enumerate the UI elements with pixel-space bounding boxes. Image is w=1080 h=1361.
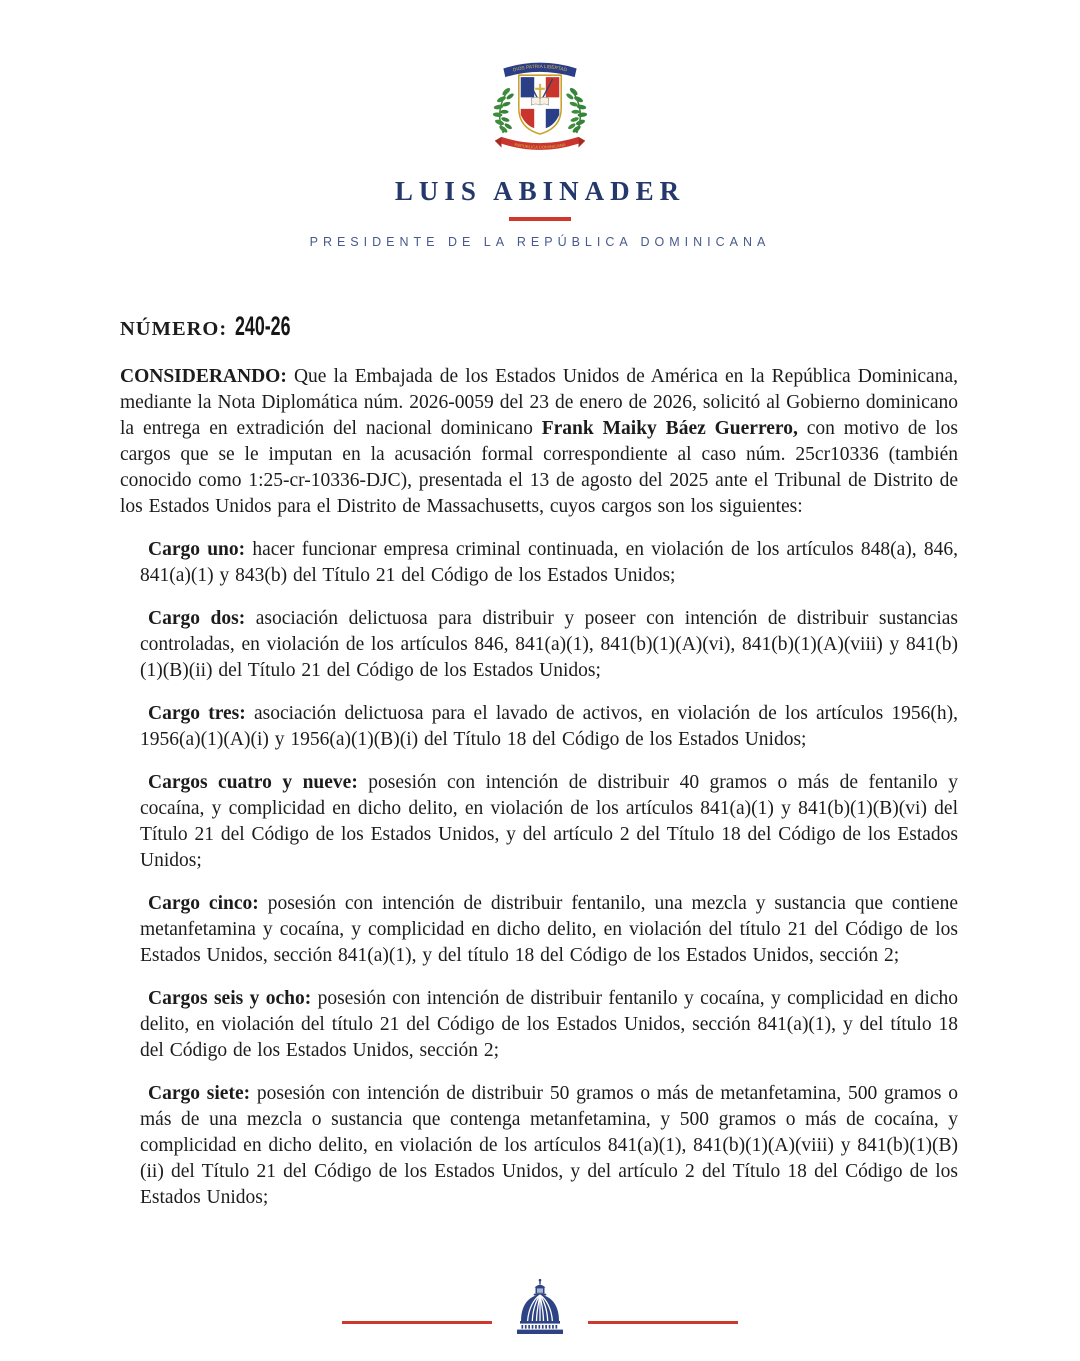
- document-body: [120, 364, 958, 1211]
- paragraph: [140, 701, 958, 753]
- letterhead: [0, 54, 1080, 249]
- palace-dome-icon: [508, 1278, 572, 1340]
- paragraph: [140, 986, 958, 1064]
- document-number-label: NÚMERO:: [120, 318, 228, 340]
- paragraph-text: posesión con intención de distribuir fentanilo, una mezcla y sustancia que contiene metanfetamina y cocaína, y complicidad en dicho delito, en violación del título 21 del Código de los Estados Unidos, sección 841(a)(1), y del título 18 del Código de los Estados Unidos, sección 2;: [140, 893, 958, 966]
- paragraph-lead: Cargo uno:: [148, 539, 253, 560]
- footer-rule-left: [342, 1321, 492, 1324]
- paragraph: [120, 364, 958, 520]
- paragraph: [140, 606, 958, 684]
- paragraph-text: posesión con intención de distribuir fentanilo y cocaína, y complicidad en dicho delito, en violación del título 21 del Código de los Estados Unidos, sección 841(a)(1), y del título 18 del Código de los Estados Unidos, sección 2;: [140, 988, 958, 1061]
- paragraph: [140, 891, 958, 969]
- paragraph: [140, 770, 958, 874]
- paragraph-text: asociación delictuosa para distribuir y poseer con intención de distribuir sustancias controladas, en violación de los artículos 846, 841(a)(1), 841(b)(1)(A)(vi), 841(b)(1)(A)(viii) y 841(b)(1)(B)(ii) del Título 21 del Código de los Estados Unidos;: [140, 608, 958, 681]
- paragraph-lead: Frank Maiky Báez Guerrero,: [541, 418, 798, 439]
- paragraph-lead: Cargo tres:: [148, 703, 254, 724]
- president-title: PRESIDENTE DE LA REPÚBLICA DOMINICANA: [309, 235, 771, 249]
- document-number-value: 240-26: [235, 311, 291, 341]
- red-divider: [509, 217, 571, 221]
- footer: [0, 1278, 1080, 1340]
- paragraph: [140, 537, 958, 589]
- paragraph-lead: Cargos cuatro y nueve:: [148, 772, 369, 793]
- footer-rule-right: [588, 1321, 738, 1324]
- paragraph-text: posesión con intención de distribuir 40 gramos o más de fentanilo y cocaína, y complicidad en dicho delito, en violación de los artículos 841(a)(1) y 841(b)(1)(B)(vi) del Título 21 del Código de los Estados Unidos, y del artículo 2 del Título 18 del Código de los Estados Unidos;: [140, 772, 958, 871]
- motto-top: DIOS PATRIA LIBERTAD: [512, 64, 568, 74]
- paragraph-text: posesión con intención de distribuir 50 gramos o más de metanfetamina, 500 gramos o más de una mezcla o sustancia que contenga metanfetamina, y 500 gramos o más de cocaína, y complicidad en dicho delito, en violación de los artículos 841(a)(1), 841(b)(1)(A)(viii) y 841(b)(1)(B)(ii) del Título 21 del Código de los Estados Unidos, y del artículo 2 del Título 18 del Código de los Estados Unidos;: [140, 1083, 958, 1208]
- paragraph-text: hacer funcionar empresa criminal continuada, en violación de los artículos 848(a), 846, 841(a)(1) y 843(b) del Título 21 del Código de los Estados Unidos;: [140, 539, 958, 586]
- dominican-coat-of-arms-icon: [481, 54, 599, 160]
- palm-branch: [565, 87, 587, 134]
- shield: [519, 75, 561, 134]
- dome-balustrade: [522, 1325, 558, 1329]
- paragraph: [140, 1081, 958, 1211]
- document-number: [120, 311, 1080, 342]
- paragraph-lead: Cargo dos:: [148, 608, 256, 629]
- bottom-ribbon: [495, 137, 586, 150]
- paragraph-text: con motivo de los cargos que se le imputan en la acusación formal correspondiente al caso núm. 25cr10336 (también conocido como 1:25-cr-10336-DJC), presentada el 13 de agosto del 2025 ante el Tribunal de Distrito de los Estados Unidos para el Distrito de Massachusetts, cuyos cargos son los siguientes:: [120, 418, 958, 517]
- paragraph-lead: Cargo cinco:: [148, 893, 268, 914]
- paragraph-lead: CONSIDERANDO:: [120, 366, 294, 387]
- paragraph-lead: Cargos seis y ocho:: [148, 988, 318, 1009]
- president-name: LUIS ABINADER: [394, 176, 686, 206]
- paragraph-lead: Cargo siete:: [148, 1083, 257, 1104]
- paragraph-text: asociación delictuosa para el lavado de activos, en violación de los artículos 1956(h), 1956(a)(1)(A)(i) y 1956(a)(1)(B)(i) del Título 18 del Código de los Estados Unidos;: [140, 703, 958, 750]
- laurel-branch: [493, 87, 515, 134]
- paragraph-text: Que la Embajada de los Estados Unidos de América en la República Dominicana, mediante la Nota Diplomática núm. 2026-0059 del 23 de enero de 2026, solicitó al Gobierno dominicano la entrega en extradición del nacional dominicano: [120, 366, 958, 439]
- motto-bottom: REPÚBLICA DOMINICANA: [514, 141, 566, 150]
